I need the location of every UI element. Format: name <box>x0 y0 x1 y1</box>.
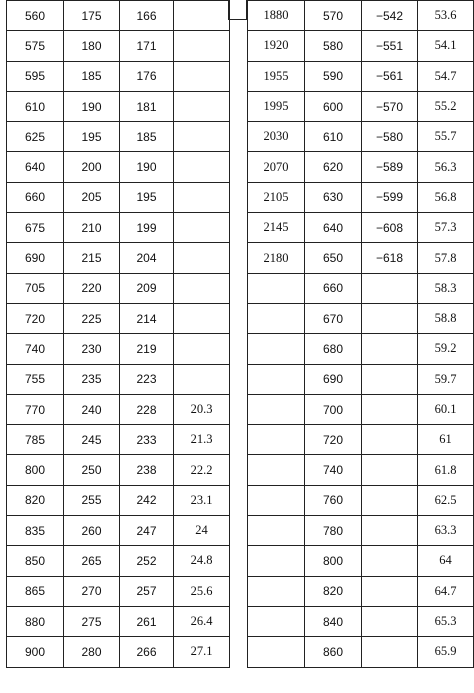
table-cell <box>174 31 230 61</box>
table-cell: 700 <box>305 394 362 424</box>
table-row <box>7 122 230 152</box>
table-cell: 25.6 <box>174 576 230 606</box>
table-cell: 200 <box>64 152 120 182</box>
table-row <box>7 303 230 333</box>
table-cell: 630 <box>305 182 362 212</box>
table-cell: 185 <box>120 122 174 152</box>
table-cell <box>362 485 418 515</box>
table-row <box>248 152 474 182</box>
table-cell: −599 <box>362 182 418 212</box>
table-cell <box>362 334 418 364</box>
table-cell: 860 <box>305 637 362 667</box>
table-cell: 820 <box>305 576 362 606</box>
table-cell: 2145 <box>248 213 305 243</box>
table-cell: 20.3 <box>174 394 230 424</box>
table-cell: 56.3 <box>418 152 474 182</box>
table-cell: 180 <box>64 31 120 61</box>
table-cell: 840 <box>305 606 362 636</box>
table-cell: 675 <box>7 213 64 243</box>
table-row <box>248 61 474 91</box>
table-cell: 720 <box>305 425 362 455</box>
table-row <box>7 546 230 576</box>
table-cell: 27.1 <box>174 637 230 667</box>
table-cell: 204 <box>120 243 174 273</box>
table-row <box>248 455 474 485</box>
table-cell: 2105 <box>248 182 305 212</box>
table-cell: 575 <box>7 31 64 61</box>
table-cell: 225 <box>64 303 120 333</box>
table-cell <box>248 425 305 455</box>
table-cell: 865 <box>7 576 64 606</box>
table-cell: 820 <box>7 485 64 515</box>
table-cell <box>362 425 418 455</box>
table-cell: 228 <box>120 394 174 424</box>
table-cell <box>362 273 418 303</box>
table-cell: 2070 <box>248 152 305 182</box>
table-cell: 590 <box>305 61 362 91</box>
table-cell: 595 <box>7 61 64 91</box>
table-cell: 24 <box>174 516 230 546</box>
table-cell <box>248 334 305 364</box>
table-cell <box>248 394 305 424</box>
table-cell: 780 <box>305 516 362 546</box>
table-row <box>7 91 230 121</box>
table-cell: −570 <box>362 91 418 121</box>
table-cell <box>248 637 305 667</box>
table-row <box>7 576 230 606</box>
table-cell: 1995 <box>248 91 305 121</box>
table-row <box>248 394 474 424</box>
table-cell: 55.2 <box>418 91 474 121</box>
table-cell: 23.1 <box>174 485 230 515</box>
table-row <box>7 394 230 424</box>
table-cell: 690 <box>305 364 362 394</box>
table-row <box>7 213 230 243</box>
table-cell: 215 <box>64 243 120 273</box>
table-cell: 850 <box>7 546 64 576</box>
table-cell: 54.1 <box>418 31 474 61</box>
table-cell: 1920 <box>248 31 305 61</box>
table-cell: 2030 <box>248 122 305 152</box>
table-cell: 59.2 <box>418 334 474 364</box>
table-cell: 720 <box>7 303 64 333</box>
table-row <box>7 61 230 91</box>
table-row <box>7 334 230 364</box>
table-cell <box>362 516 418 546</box>
table-cell: 625 <box>7 122 64 152</box>
table-row <box>7 516 230 546</box>
table-cell: 600 <box>305 91 362 121</box>
table-cell: 245 <box>64 425 120 455</box>
table-cell: 205 <box>64 182 120 212</box>
table-cell: 199 <box>120 213 174 243</box>
table-cell <box>248 516 305 546</box>
table-cell: 2180 <box>248 243 305 273</box>
table-cell <box>174 61 230 91</box>
table-cell: −561 <box>362 61 418 91</box>
table-row <box>7 243 230 273</box>
table-cell <box>174 273 230 303</box>
table-row <box>248 303 474 333</box>
table-cell: 240 <box>64 394 120 424</box>
table-cell: 185 <box>64 61 120 91</box>
table-row <box>248 546 474 576</box>
table-cell: 190 <box>64 91 120 121</box>
table-cell <box>362 394 418 424</box>
table-cell: −589 <box>362 152 418 182</box>
table-cell: 740 <box>305 455 362 485</box>
table-cell: −580 <box>362 122 418 152</box>
table-cell <box>248 364 305 394</box>
table-cell: 219 <box>120 334 174 364</box>
table-cell: −618 <box>362 243 418 273</box>
table-cell: 255 <box>64 485 120 515</box>
table-cell: 740 <box>7 334 64 364</box>
table-cell: 610 <box>305 122 362 152</box>
table-row <box>7 485 230 515</box>
table-cell: 195 <box>64 122 120 152</box>
table-row <box>7 152 230 182</box>
table-cell: 660 <box>305 273 362 303</box>
table-cell <box>174 182 230 212</box>
table-cell <box>174 213 230 243</box>
table-cell: 270 <box>64 576 120 606</box>
table-row <box>248 516 474 546</box>
table-cell: 56.8 <box>418 182 474 212</box>
table-cell: 209 <box>120 273 174 303</box>
table-cell: 275 <box>64 606 120 636</box>
table-cell: 181 <box>120 91 174 121</box>
table-cell: 640 <box>305 213 362 243</box>
table-cell: 58.8 <box>418 303 474 333</box>
table-cell: 166 <box>120 1 174 31</box>
table-cell: 242 <box>120 485 174 515</box>
table-row <box>248 31 474 61</box>
table-cell: 62.5 <box>418 485 474 515</box>
table-cell: 660 <box>7 182 64 212</box>
table-row <box>248 273 474 303</box>
table-row <box>248 182 474 212</box>
table-cell <box>174 152 230 182</box>
table-cell <box>248 485 305 515</box>
table-cell: 280 <box>64 637 120 667</box>
table-row <box>7 31 230 61</box>
table-cell <box>248 455 305 485</box>
table-cell <box>174 243 230 273</box>
table-cell: 570 <box>305 1 362 31</box>
table-row <box>248 425 474 455</box>
table-cell: 171 <box>120 31 174 61</box>
table-cell: 1880 <box>248 1 305 31</box>
table-cell: 620 <box>305 152 362 182</box>
table-cell: 785 <box>7 425 64 455</box>
table-cell <box>174 91 230 121</box>
table-cell: 214 <box>120 303 174 333</box>
table-cell: 560 <box>7 1 64 31</box>
table-cell: 257 <box>120 576 174 606</box>
table-row <box>7 606 230 636</box>
table-cell <box>174 303 230 333</box>
table-cell: 53.6 <box>418 1 474 31</box>
table-row <box>248 576 474 606</box>
table-row <box>7 425 230 455</box>
table-cell: 265 <box>64 546 120 576</box>
table-cell: 223 <box>120 364 174 394</box>
table-cell: 61 <box>418 425 474 455</box>
table-row <box>7 1 230 31</box>
table-cell: 21.3 <box>174 425 230 455</box>
table-row <box>248 1 474 31</box>
table-cell <box>248 546 305 576</box>
table-cell <box>248 576 305 606</box>
table-cell: 58.3 <box>418 273 474 303</box>
table-cell: 64 <box>418 546 474 576</box>
table-cell: 580 <box>305 31 362 61</box>
table-cell <box>362 455 418 485</box>
table-cell: 670 <box>305 303 362 333</box>
table-cell: 60.1 <box>418 394 474 424</box>
table-cell: 800 <box>305 546 362 576</box>
table-cell: 64.7 <box>418 576 474 606</box>
table-cell: 260 <box>64 516 120 546</box>
table-cell: 650 <box>305 243 362 273</box>
table-cell: 175 <box>64 1 120 31</box>
table-row <box>248 485 474 515</box>
table-row <box>248 637 474 667</box>
table-cell: 261 <box>120 606 174 636</box>
table-cell: 26.4 <box>174 606 230 636</box>
table-cell: 65.3 <box>418 606 474 636</box>
table-cell: 900 <box>7 637 64 667</box>
table-row <box>7 273 230 303</box>
table-cell: 250 <box>64 455 120 485</box>
table-cell: 252 <box>120 546 174 576</box>
table-cell: 63.3 <box>418 516 474 546</box>
table-cell <box>174 364 230 394</box>
table-cell: 190 <box>120 152 174 182</box>
table-row <box>7 637 230 667</box>
table-cell: 680 <box>305 334 362 364</box>
table-cell: 690 <box>7 243 64 273</box>
table-cell <box>174 334 230 364</box>
table-cell: 230 <box>64 334 120 364</box>
table-cell: 195 <box>120 182 174 212</box>
table-cell: 22.2 <box>174 455 230 485</box>
table-cell <box>248 606 305 636</box>
column-separator <box>228 0 247 20</box>
table-cell: 800 <box>7 455 64 485</box>
table-row <box>7 364 230 394</box>
table-cell: 610 <box>7 91 64 121</box>
table-row <box>248 243 474 273</box>
table-cell: 57.3 <box>418 213 474 243</box>
table-cell <box>362 576 418 606</box>
table-cell: 65.9 <box>418 637 474 667</box>
table-cell: 770 <box>7 394 64 424</box>
right-data-table <box>247 0 474 668</box>
table-row <box>248 364 474 394</box>
table-cell: 247 <box>120 516 174 546</box>
table-cell: 266 <box>120 637 174 667</box>
table-cell: 760 <box>305 485 362 515</box>
table-cell: 233 <box>120 425 174 455</box>
table-cell: 61.8 <box>418 455 474 485</box>
table-cell <box>362 606 418 636</box>
table-cell <box>174 1 230 31</box>
table-cell: 755 <box>7 364 64 394</box>
table-cell: 59.7 <box>418 364 474 394</box>
table-cell <box>248 273 305 303</box>
table-cell: 176 <box>120 61 174 91</box>
left-data-table <box>6 0 230 668</box>
table-cell: 835 <box>7 516 64 546</box>
table-cell <box>362 364 418 394</box>
table-cell: 238 <box>120 455 174 485</box>
table-row <box>7 182 230 212</box>
table-cell: 235 <box>64 364 120 394</box>
table-cell: −608 <box>362 213 418 243</box>
table-row <box>7 455 230 485</box>
table-row <box>248 606 474 636</box>
table-row <box>248 122 474 152</box>
table-cell: 57.8 <box>418 243 474 273</box>
table-cell: 210 <box>64 213 120 243</box>
table-cell: 24.8 <box>174 546 230 576</box>
table-cell <box>248 303 305 333</box>
table-row <box>248 213 474 243</box>
table-cell: 54.7 <box>418 61 474 91</box>
table-cell: 55.7 <box>418 122 474 152</box>
table-cell: 640 <box>7 152 64 182</box>
table-cell <box>174 122 230 152</box>
table-cell: 220 <box>64 273 120 303</box>
table-row <box>248 334 474 364</box>
table-cell <box>362 637 418 667</box>
table-cell: 880 <box>7 606 64 636</box>
table-cell: −542 <box>362 1 418 31</box>
table-cell <box>362 303 418 333</box>
table-cell: 1955 <box>248 61 305 91</box>
table-cell: −551 <box>362 31 418 61</box>
table-cell: 705 <box>7 273 64 303</box>
table-row <box>248 91 474 121</box>
table-cell <box>362 546 418 576</box>
